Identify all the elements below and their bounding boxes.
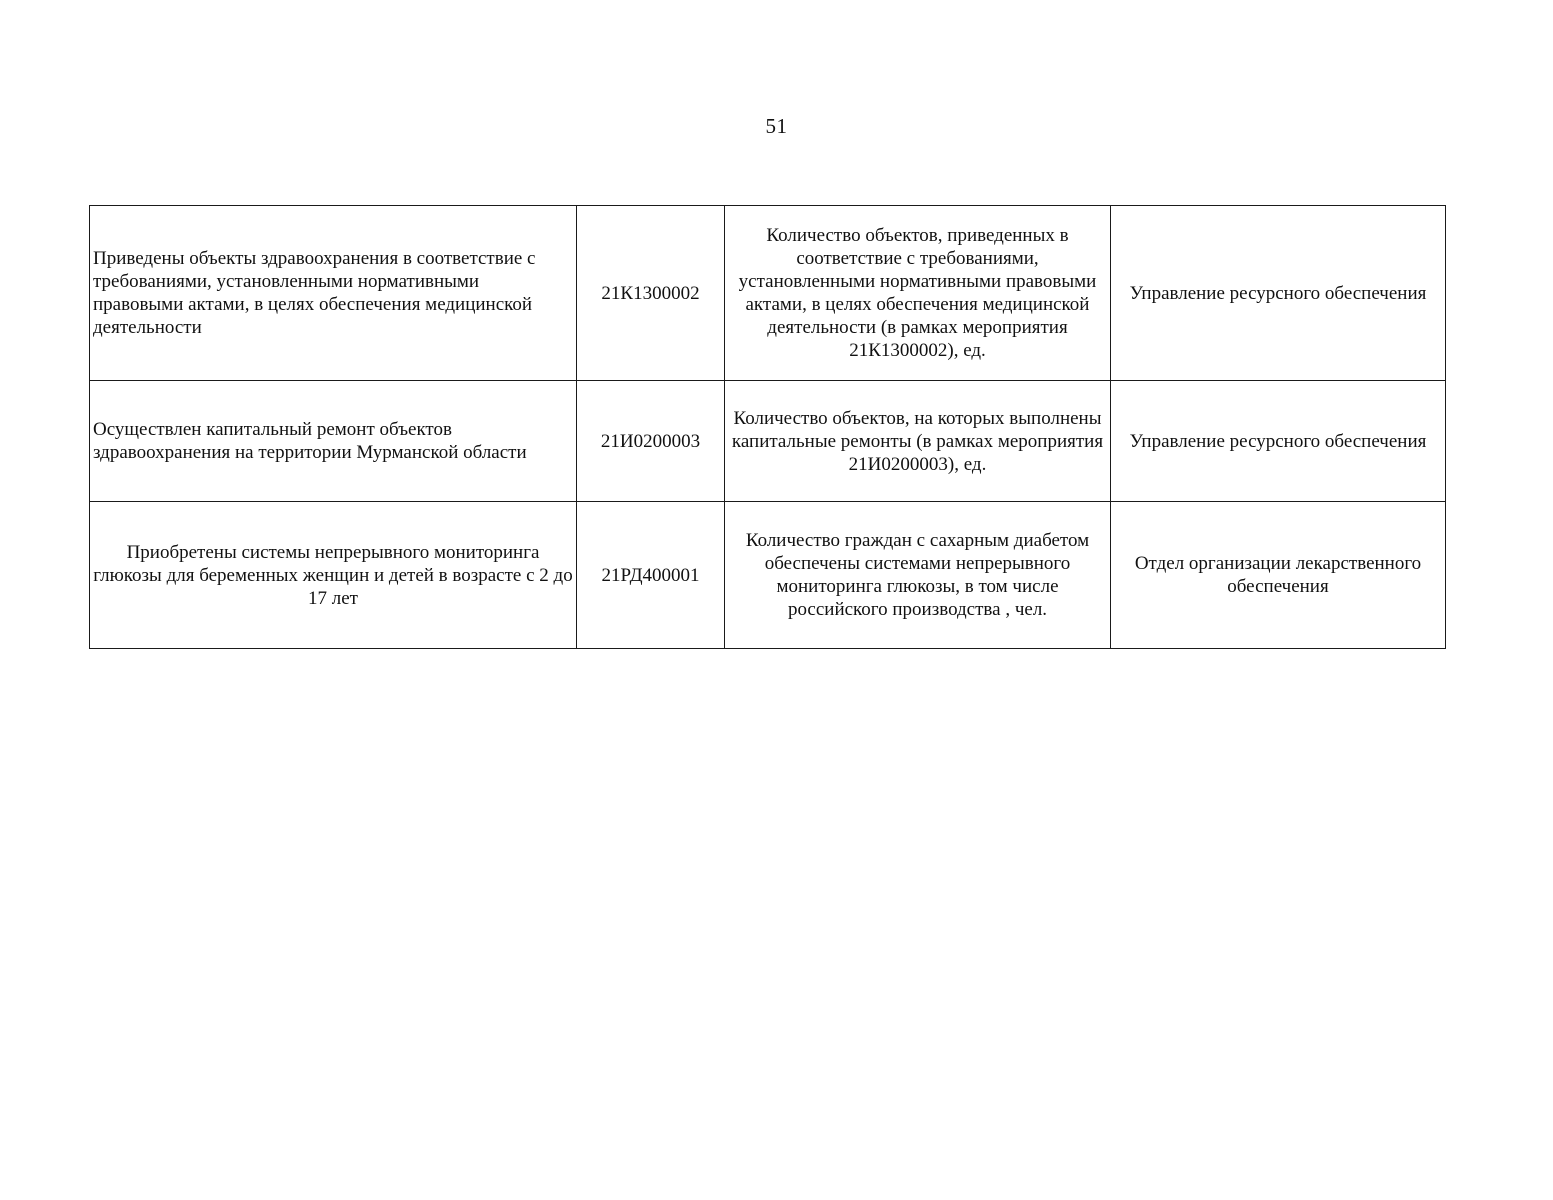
responsible-cell: Управление ресурсного обеспечения xyxy=(1111,206,1446,381)
table-row xyxy=(90,381,1446,502)
code-cell: 21К1300002 xyxy=(577,206,725,381)
table-row xyxy=(90,502,1446,649)
indicator-cell: Количество объектов, приведенных в соответствие с требованиями, установленными нормативными правовыми актами, в целях обеспечения медицинской деятельности (в рамках мероприятия 21К1300002), ед. xyxy=(725,206,1111,381)
code-cell: 21РД400001 xyxy=(577,502,725,649)
result-cell: Приведены объекты здравоохранения в соответствие с требованиями, установленными нормативными правовыми актами, в целях обеспечения медицинской деятельности xyxy=(90,206,577,381)
indicator-cell: Количество граждан с сахарным диабетом обеспечены системами непрерывного мониторинга глюкозы, в том числе российского производства , чел. xyxy=(725,502,1111,649)
indicator-cell: Количество объектов, на которых выполнены капитальные ремонты (в рамках мероприятия 21И0200003), ед. xyxy=(725,381,1111,502)
measures-table xyxy=(89,205,1446,649)
result-cell: Осуществлен капитальный ремонт объектов здравоохранения на территории Мурманской области xyxy=(90,381,577,502)
responsible-cell: Отдел организации лекарственного обеспечения xyxy=(1111,502,1446,649)
result-cell: Приобретены системы непрерывного мониторинга глюкозы для беременных женщин и детей в возрасте с 2 до 17 лет xyxy=(90,502,577,649)
responsible-cell: Управление ресурсного обеспечения xyxy=(1111,381,1446,502)
code-cell: 21И0200003 xyxy=(577,381,725,502)
table-row xyxy=(90,206,1446,381)
page-number: 51 xyxy=(765,114,788,138)
